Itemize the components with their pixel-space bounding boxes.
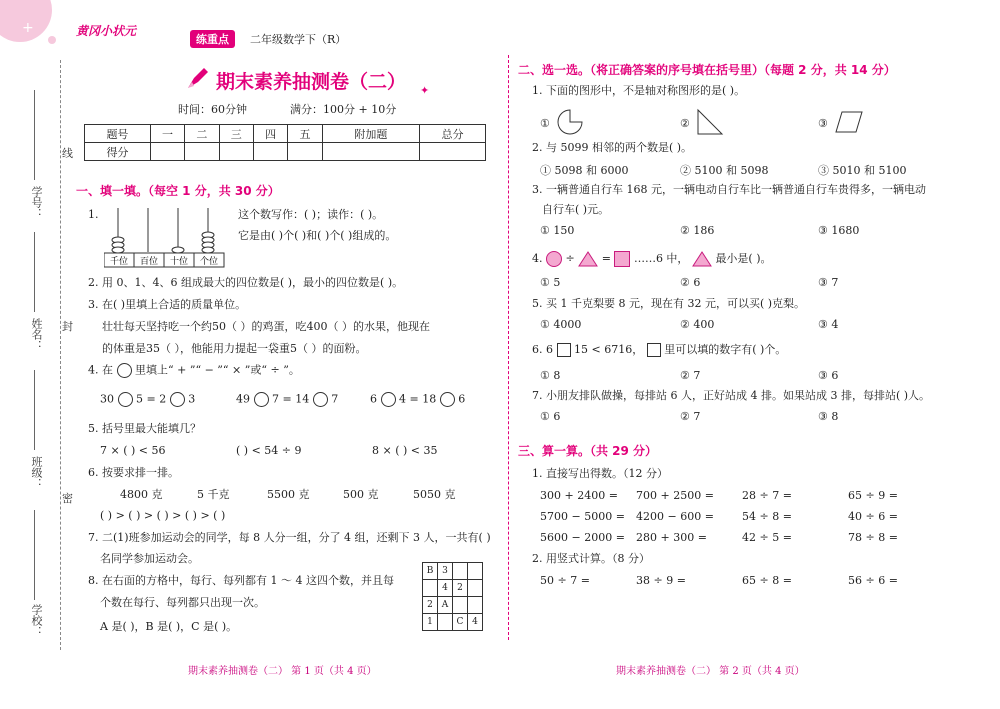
question-item: 8 × ( ) < 35 xyxy=(372,444,438,457)
equation-part: 49 xyxy=(236,392,250,406)
question-1: 1. 下面的图形中，不是轴对称图形的是( )。 xyxy=(532,84,746,97)
question-text: 6. 6 xyxy=(532,343,553,356)
page-divider xyxy=(508,55,509,640)
table-row xyxy=(85,125,486,143)
score-cell[interactable] xyxy=(219,143,253,161)
school-line[interactable] xyxy=(34,510,35,600)
question-6 xyxy=(532,343,786,357)
question-number: 1. xyxy=(88,208,99,221)
table-cell: 四 xyxy=(253,125,287,143)
option-item: ③ 4 xyxy=(818,318,839,331)
table-cell: 五 xyxy=(288,125,322,143)
question-5: 5. 买 1 千克梨要 8 元，现在有 32 元，可以买( )克梨。 xyxy=(532,297,806,310)
option-item: ③ 5010 和 5100 xyxy=(818,164,907,177)
subject-label: 二年级数学下（R） xyxy=(250,33,347,46)
equation-part: 7 xyxy=(331,392,339,406)
calc-item: 65 ÷ 8 = xyxy=(742,574,792,587)
tag-badge: 练重点 xyxy=(190,30,235,48)
pink-square-shape xyxy=(614,251,630,267)
abacus-label: 百位 xyxy=(139,257,159,267)
grid-cell xyxy=(468,597,483,614)
order-blanks: ( ) > ( ) > ( ) > ( ) > ( ) xyxy=(100,509,226,522)
seal-label: 密 xyxy=(62,492,73,505)
grid-cell: 2 xyxy=(453,580,468,597)
abacus-figure xyxy=(104,204,232,268)
option-item: ① 6 xyxy=(540,410,561,423)
corner-decoration xyxy=(0,0,80,60)
equation-part: 5 = 2 xyxy=(136,392,167,406)
calc-item: 300 + 2400 = xyxy=(540,489,618,502)
question-text: ÷ xyxy=(565,252,575,265)
option-label: ② xyxy=(680,117,690,130)
option-item: ① 5 xyxy=(540,276,561,289)
pink-triangle-shape xyxy=(692,251,712,267)
grid-cell: C xyxy=(453,614,468,631)
score-cell[interactable] xyxy=(288,143,322,161)
table-cell: 题号 xyxy=(85,125,151,143)
calc-item: 40 ÷ 6 = xyxy=(848,510,898,523)
grid-cell xyxy=(438,614,453,631)
option-item: ② 5100 和 5098 xyxy=(680,164,769,177)
grid-row xyxy=(423,563,483,580)
grid-cell: A xyxy=(438,597,453,614)
equation-part: 3 xyxy=(188,392,196,406)
calc-item: 78 ÷ 8 = xyxy=(848,531,898,544)
section-heading: 一、填一填。（每空 1 分，共 30 分） xyxy=(76,184,280,198)
question-2: 2. 与 5099 相邻的两个数是( )。 xyxy=(532,141,693,154)
calc-item: 42 ÷ 5 = xyxy=(742,531,792,544)
class-line[interactable] xyxy=(34,370,35,450)
question-5: 5. 括号里最大能填几？ xyxy=(88,422,201,435)
school-label: 学校： xyxy=(30,604,43,637)
student-id-label: 学号： xyxy=(30,186,43,219)
equation-item xyxy=(100,392,195,407)
table-cell: 得分 xyxy=(85,143,151,161)
equation-part: 7 = 14 xyxy=(272,392,310,406)
seal-label: 封 xyxy=(62,320,73,333)
calc-item: 65 ÷ 9 = xyxy=(848,489,898,502)
calc-item: 54 ÷ 8 = xyxy=(742,510,792,523)
question-line: A 是( )，B 是( )，C 是( )。 xyxy=(100,620,238,633)
abacus-label: 个位 xyxy=(199,257,219,267)
question-text: 里可以填的数字有( )个。 xyxy=(664,343,787,356)
weight-item: 5500 克 xyxy=(267,488,310,501)
question-line: 它是由( )个( )和( )个( )组成的。 xyxy=(238,229,397,242)
table-cell: 三 xyxy=(219,125,253,143)
question-text: 最小是( )。 xyxy=(715,252,772,265)
score-cell[interactable] xyxy=(420,143,486,161)
grid-cell: B xyxy=(423,563,438,580)
weight-item: 500 克 xyxy=(343,488,379,501)
equation-item xyxy=(236,392,338,407)
question-2: 2. 用 0、1、4、6 组成最大的四位数是( )，最小的四位数是( )。 xyxy=(88,276,404,289)
abacus-label: 十位 xyxy=(169,257,189,267)
calc-item: 5600 − 2000 = xyxy=(540,531,625,544)
operator-blank[interactable] xyxy=(170,392,185,407)
score-cell[interactable] xyxy=(322,143,419,161)
question-2: 2. 用竖式计算。（8 分） xyxy=(532,552,650,565)
exam-title: 期末素养抽测卷（二） xyxy=(216,71,407,93)
grid-row xyxy=(423,614,483,631)
option-item: ③ 6 xyxy=(818,369,839,382)
option-item: ② 7 xyxy=(680,410,701,423)
brand-logo: 黄冈小状元 xyxy=(76,24,137,38)
calc-item: 5700 − 5000 = xyxy=(540,510,625,523)
operator-blank[interactable] xyxy=(381,392,396,407)
class-label: 班级： xyxy=(30,456,43,489)
option-item: ③ 1680 xyxy=(818,224,860,237)
grid-cell xyxy=(423,580,438,597)
grid-row xyxy=(423,580,483,597)
equation-part: 4 = 18 xyxy=(399,392,437,406)
table-cell: 二 xyxy=(185,125,219,143)
question-1: 1. 直接写出得数。（12 分） xyxy=(532,467,668,480)
table-row xyxy=(85,143,486,161)
table-cell: 总分 xyxy=(420,125,486,143)
pink-triangle-shape xyxy=(578,251,598,267)
question-text: 里填上“ + ”“ − ”“ × ”或“ ÷ ”。 xyxy=(135,363,300,377)
option-item: ① 8 xyxy=(540,369,561,382)
grid-cell xyxy=(468,563,483,580)
grid-cell xyxy=(468,580,483,597)
question-6: 6. 按要求排一排。 xyxy=(88,466,179,479)
question-line: 自行车( )元。 xyxy=(542,203,610,216)
abacus-label: 千位 xyxy=(109,257,129,267)
equation-part: 6 xyxy=(458,392,466,406)
grid-cell: 2 xyxy=(423,597,438,614)
question-text: 15 < 6716， xyxy=(574,343,644,356)
name-line[interactable] xyxy=(34,232,35,312)
digit-blank[interactable] xyxy=(647,343,661,357)
star-icon: ✦ xyxy=(420,84,430,97)
question-3: 3. 一辆普通自行车 168 元，一辆电动自行车比一辆普通自行车贵得多，一辆电动 xyxy=(532,183,926,196)
student-id-line[interactable] xyxy=(34,90,35,180)
option-item: ① 150 xyxy=(540,224,575,237)
page-footer: 期末素养抽测卷（二） 第 2 页（共 4 页） xyxy=(616,666,805,677)
grid-cell: 4 xyxy=(468,614,483,631)
operator-blank[interactable] xyxy=(440,392,455,407)
weight-item: 5050 克 xyxy=(413,488,456,501)
calc-item: 38 ÷ 9 = xyxy=(636,574,686,587)
question-line: 壮壮每天坚持吃一个约50（ ）的鸡蛋，吃400（ ）的水果，他现在 xyxy=(102,320,430,333)
exam-score: 满分：100分 + 10分 xyxy=(290,103,397,116)
operator-blank[interactable] xyxy=(254,392,269,407)
svg-text:+: + xyxy=(22,20,34,36)
operator-blank[interactable] xyxy=(118,392,133,407)
equation-item xyxy=(370,392,465,407)
question-line: 名同学参加运动会。 xyxy=(100,552,199,565)
option-item: ① 4000 xyxy=(540,318,582,331)
pink-circle-shape xyxy=(546,251,562,267)
score-cell[interactable] xyxy=(185,143,219,161)
table-cell: 一 xyxy=(150,125,184,143)
right-triangle-shape xyxy=(696,108,724,136)
table-cell: 附加题 xyxy=(322,125,419,143)
exam-time: 时间：60分钟 xyxy=(178,103,247,116)
option-item: ② 7 xyxy=(680,369,701,382)
calc-item: 280 + 300 = xyxy=(636,531,707,544)
grid-cell xyxy=(453,597,468,614)
question-item: 7 × ( ) < 56 xyxy=(100,444,166,457)
question-3: 3. 在( )里填上合适的质量单位。 xyxy=(88,298,247,311)
question-item: ( ) < 54 ÷ 9 xyxy=(236,444,302,457)
page-footer: 期末素养抽测卷（二） 第 1 页（共 4 页） xyxy=(188,666,377,677)
option-label: ③ xyxy=(818,117,828,130)
option-item: ① 5098 和 6000 xyxy=(540,164,629,177)
binding-line xyxy=(60,60,61,650)
grid-row xyxy=(423,597,483,614)
circle-sector-shape xyxy=(556,108,584,136)
name-label: 姓名： xyxy=(30,318,43,351)
rocket-icon xyxy=(184,64,212,92)
score-table xyxy=(84,124,486,161)
section-heading: 三、算一算。（共 29 分） xyxy=(518,444,658,458)
grid-cell: 4 xyxy=(438,580,453,597)
circle-blank[interactable] xyxy=(117,363,132,378)
number-grid xyxy=(422,562,483,631)
weight-item: 5 千克 xyxy=(197,488,230,501)
grid-cell: 1 xyxy=(423,614,438,631)
option-item: ③ 8 xyxy=(818,410,839,423)
calc-item: 28 ÷ 7 = xyxy=(742,489,792,502)
digit-blank[interactable] xyxy=(557,343,571,357)
option-label: ① xyxy=(540,117,550,130)
question-4 xyxy=(532,251,772,267)
calc-item: 4200 − 600 = xyxy=(636,510,714,523)
calc-item: 56 ÷ 6 = xyxy=(848,574,898,587)
section-heading: 二、选一选。（将正确答案的序号填在括号里）（每题 2 分，共 14 分） xyxy=(518,63,896,77)
question-text: = xyxy=(601,252,611,265)
parallelogram-shape xyxy=(834,110,864,134)
question-4 xyxy=(88,363,300,378)
question-7: 7. 二(1)班参加运动会的同学，每 8 人分一组，分了 4 组，还剩下 3 人，一共有( ) xyxy=(88,531,491,544)
equation-part: 30 xyxy=(100,392,114,406)
question-line: 的体重是35（ ），他能用力提起一袋重5（ ）的面粉。 xyxy=(102,342,367,355)
operator-blank[interactable] xyxy=(313,392,328,407)
question-8: 8. 在右面的方格中，每行、每列都有 1 ～ 4 这四个数，并且每 xyxy=(88,574,394,587)
option-item: ② 400 xyxy=(680,318,715,331)
calc-item: 700 + 2500 = xyxy=(636,489,714,502)
question-line: 个数在每行、每列都只出现一次。 xyxy=(100,596,265,609)
question-line: 这个数写作：( )；读作：( )。 xyxy=(238,208,384,221)
weight-item: 4800 克 xyxy=(120,488,163,501)
question-text: ……6 中， xyxy=(633,252,689,265)
question-text: 4. 在 xyxy=(88,363,113,377)
option-item: ② 186 xyxy=(680,224,715,237)
seal-label: 线 xyxy=(62,147,73,160)
option-item: ② 6 xyxy=(680,276,701,289)
question-7: 7. 小朋友排队做操，每排站 6 人，正好站成 4 排。如果站成 3 排，每排站( )人。 xyxy=(532,389,931,402)
score-cell[interactable] xyxy=(253,143,287,161)
score-cell[interactable] xyxy=(150,143,184,161)
grid-cell: 3 xyxy=(438,563,453,580)
option-item: ③ 7 xyxy=(818,276,839,289)
grid-cell xyxy=(453,563,468,580)
question-text: 4. xyxy=(532,252,543,265)
calc-item: 50 ÷ 7 = xyxy=(540,574,590,587)
equation-part: 6 xyxy=(370,392,377,406)
